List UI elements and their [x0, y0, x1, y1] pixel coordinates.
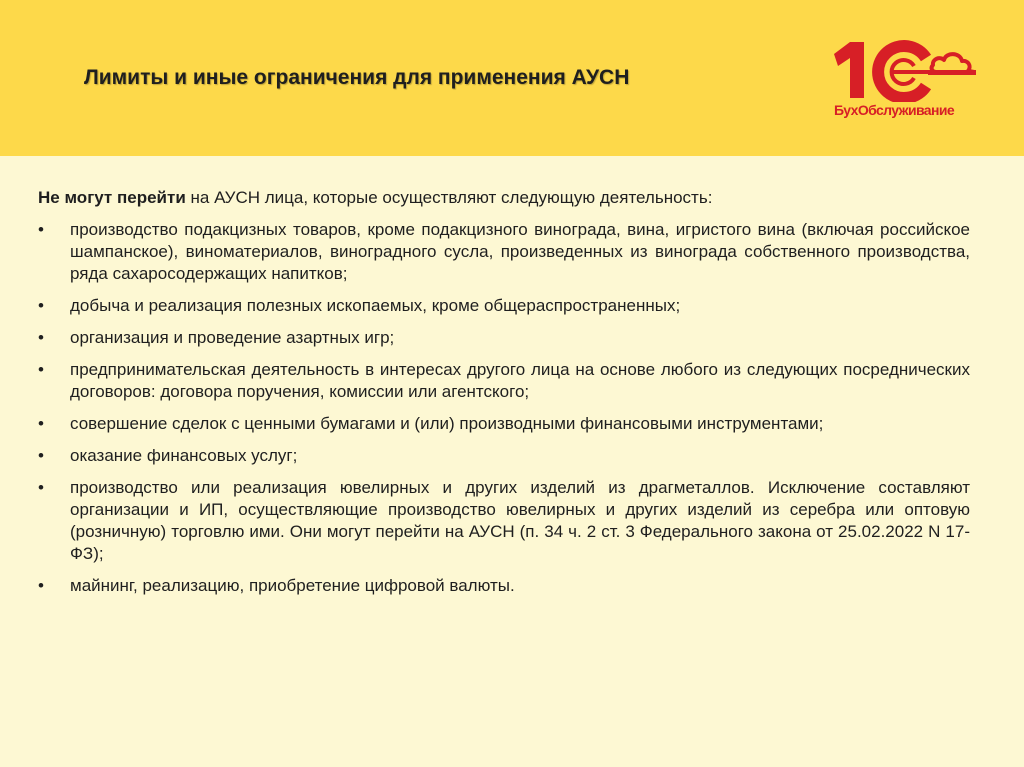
intro-paragraph	[38, 187, 970, 209]
bullet: •	[38, 296, 44, 315]
list-item	[38, 477, 970, 565]
list-item-text: майнинг, реализацию, приобретение цифровой валюты.	[70, 576, 515, 595]
intro-bold: Не могут перейти	[38, 188, 186, 207]
bullet: •	[38, 328, 44, 347]
list-item-text: производство или реализация ювелирных и других изделий из драгметаллов. Исключение составляют организации и ИП, осуществляющие производство ювелирных и других изделий из серебра или оптовую (розничную) торговлю ими. Они могут перейти на АУСН (п. 34 ч. 2 ст. 3 Федерального закона от 25.02.2022 N 17-ФЗ);	[70, 478, 970, 563]
list-item-text: организация и проведение азартных игр;	[70, 328, 395, 347]
list-item-text: производство подакцизных товаров, кроме подакцизного винограда, вина, игристого вина (включая российское шампанское), виноматериалов, виноградного сусла, произведенных из винограда собственного производства, ряда сахаросодержащих напитков;	[70, 220, 970, 283]
list-item	[38, 295, 970, 317]
list-item	[38, 445, 970, 467]
header-band	[0, 0, 1024, 156]
bullet: •	[38, 414, 44, 433]
1c-logo	[828, 36, 980, 126]
bullet: •	[38, 360, 44, 379]
list-item	[38, 219, 970, 285]
intro-rest: на АУСН лица, которые осуществляют следующую деятельность:	[185, 188, 713, 207]
page-title: Лимиты и иные ограничения для применения АУСН	[84, 66, 630, 89]
logo-subtitle: БухОбслуживание	[834, 102, 955, 118]
list-item-text: совершение сделок с ценными бумагами и (или) производными финансовыми инструментами;	[70, 414, 824, 433]
list-item-text: предпринимательская деятельность в интересах другого лица на основе любого из следующих посреднических договоров: договора поручения, комиссии или агентского;	[70, 360, 970, 401]
bullet: •	[38, 478, 44, 497]
bullet: •	[38, 446, 44, 465]
list-item-text: оказание финансовых услуг;	[70, 446, 298, 465]
bullet: •	[38, 220, 44, 239]
bullet: •	[38, 576, 44, 595]
list-item	[38, 327, 970, 349]
list-item	[38, 359, 970, 403]
list-item	[38, 413, 970, 435]
1c-logo-icon	[828, 36, 980, 102]
list-item	[38, 575, 970, 597]
main-content	[38, 187, 970, 607]
activity-list	[38, 219, 970, 597]
list-item-text: добыча и реализация полезных ископаемых, кроме общераспространенных;	[70, 296, 681, 315]
